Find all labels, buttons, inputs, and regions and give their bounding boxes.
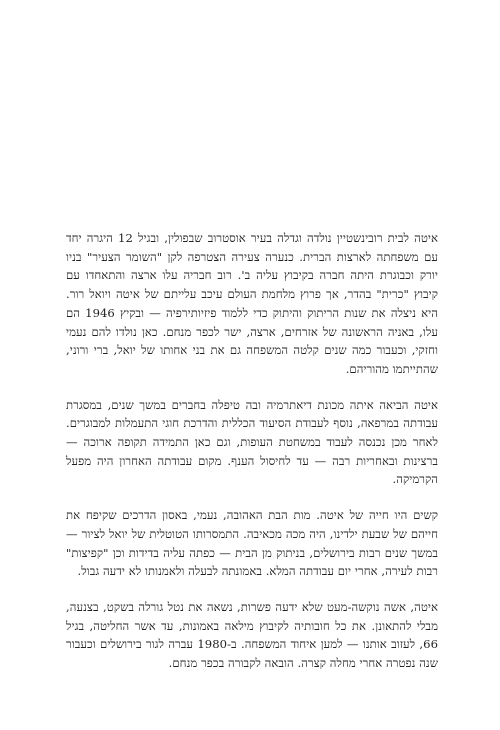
paragraph-work: איטה הביאה איתה מכונת דיאתרמיה ובה טיפלה בחברים במשך שנים, במסגרת עבודתה במרפאה, נוסף לעבודת הסיעוד הכללית והדרכת חוגי התעמלות למבוגרים. לאחר מכן נכנסה לעבוד במשחטת העופות, וגם כאן התמידה תקופה ארוכה — ברצינות ובאחריות רבה — עד לחיסול הענף. מקום עבודתה האחרון היה מפעל הקרמיקה.	[66, 397, 438, 487]
paragraph-later-life: איטה, אשה נוקשה-מעט שלא ידעה פשרות, נשאה את נטל גורלה בשקט, בצנעה, מבלי להתאונן. את כל חובותיה לקיבוץ מילאה באמונות, עד אשר החליטה, בגיל 66, לעזוב אותנו — למען איחוד המשפחה. ב-1980 עברה לגור בירושלים וכעבור שנה נפטרה אחרי מחלה קצרה. הובאה לקבורה בכפר מנחם.	[66, 599, 439, 671]
paragraph-early-life: איטה לבית רובינשטיין נולדה וגדלה בעיר אוסטרוב שבפולין, ובגיל 12 היגרה יחד עם משפחתה לארצות הברית. כנערה צעירה הצטרפה לקן "השומר הצעיר" בניו יורק וכבוגרת היתה חברה בקיבוץ עליה ב'. רוב חבריה עלו ארצה והתאחדו עם קיבוץ "כרית" בהדר, אך פרוץ מלחמת העולם עיכב עלייתם של איטה ויואל רור. היא ניצלה את שנות הריתוק והיתוק כדי ללמוד פיזיותירפיה — ובקיץ 1946 הם עלו, באניה הראשונה של אזרחים, ארצה, ישר לכפר מנחם. כאן נולדו להם נעמי וחזקי, וכעבור כמה שנים קלטה המשפחה גם את בני אחותו של יואל, ברי ורוני, שהתייתמו מהוריהם.	[66, 231, 438, 376]
paragraph-hardships: קשים היו חייה של איטה. מות הבת האהובה, נעמי, באסון הדרכים שקיפח את חייהם של שבעת ילדינו, היה מכה מכאיבה. התמסרותו הטוטלית של יואל לציור — במשך שנים רבות בירושלים, בניתוק מן הבית — כפתה עליה בדידות וכן "קפיצות" רבות לעירה, אחרי יום עבודתה המלא. באמונתה לבעלה ולאמנותו לא ידעה גבול.	[66, 508, 438, 579]
memorial-text	[66, 229, 438, 673]
